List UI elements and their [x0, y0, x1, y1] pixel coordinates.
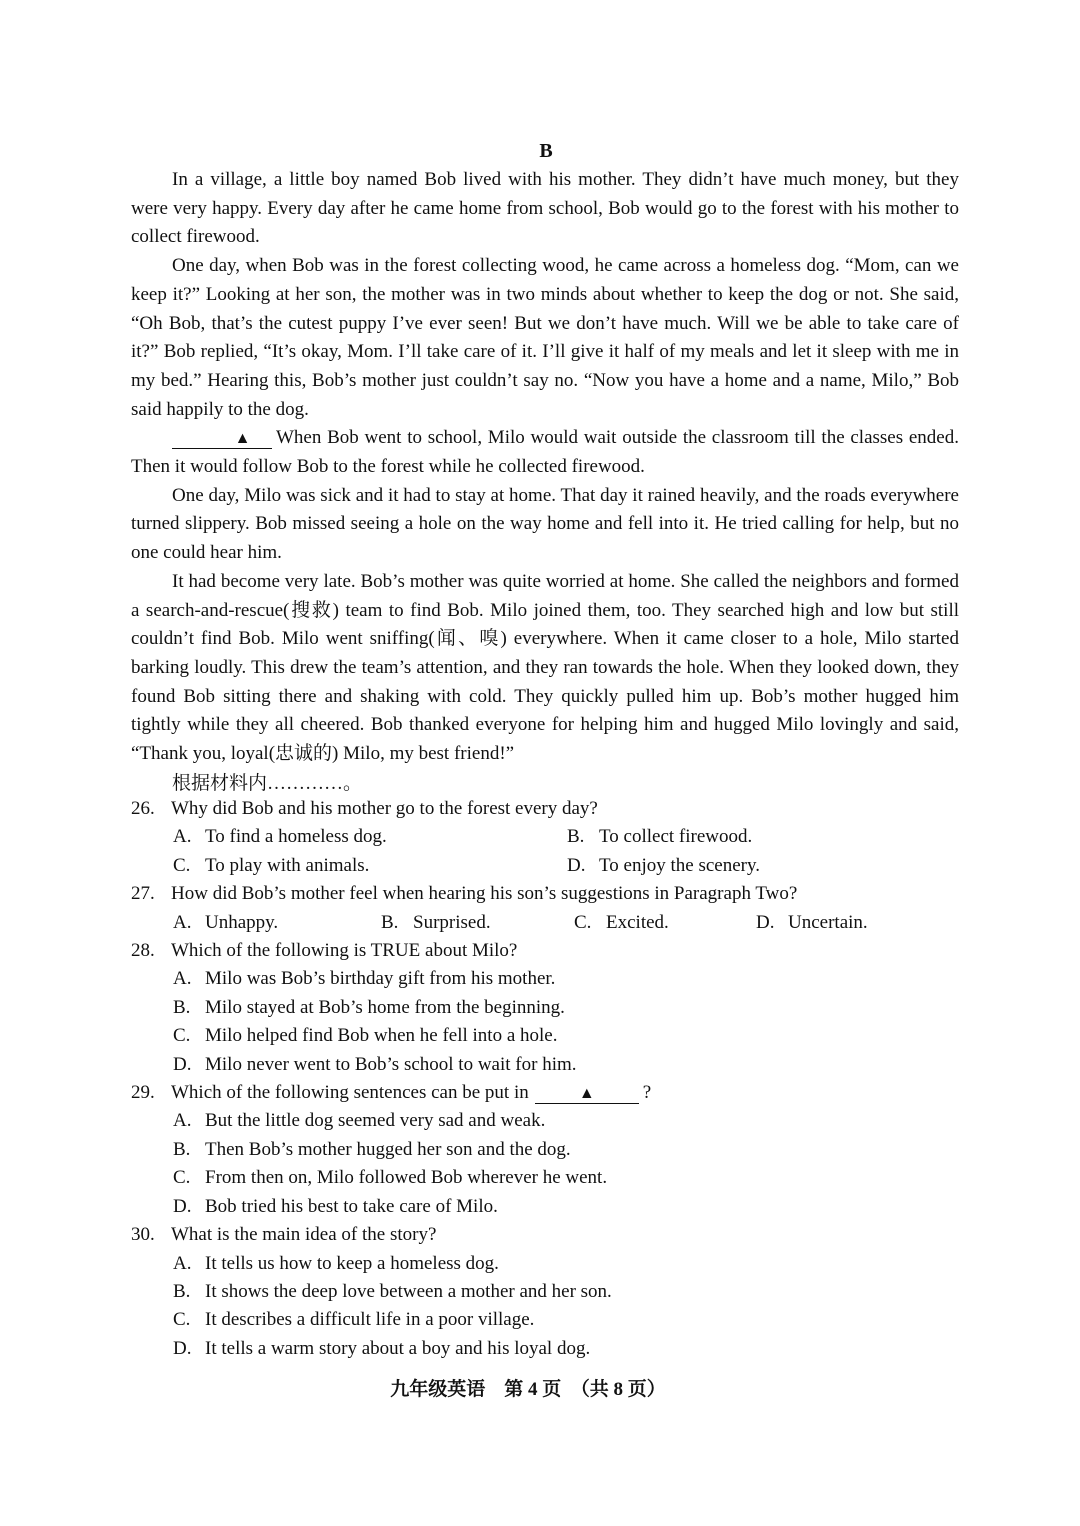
option-c: C. From then on, Milo followed Bob wherever he went.	[173, 1167, 608, 1189]
passage-paragraph-3-text: When Bob went to school, Milo would wait outside the classroom till the classes ended. Then it would follow Bob to the forest while he collected firewood.	[131, 427, 959, 478]
option-b: B. Surprised.	[381, 911, 491, 933]
option-d: D. Uncertain.	[756, 911, 868, 933]
section-title: B	[539, 140, 553, 162]
option-d: D. Bob tried his best to take care of Milo.	[173, 1195, 498, 1217]
question-30	[131, 1221, 961, 1363]
option-c: C. Milo helped find Bob when he fell into a hole.	[173, 1025, 558, 1047]
option-b: B. It shows the deep love between a mother and her son.	[173, 1280, 612, 1302]
option-b: B. Milo stayed at Bob’s home from the beginning.	[173, 996, 565, 1018]
question-number: 28.	[131, 940, 155, 962]
question-27	[131, 880, 961, 937]
question-28	[131, 937, 961, 1079]
question-stem: Which of the following is TRUE about Milo?	[171, 940, 518, 962]
triangle-marker-icon: ▲	[234, 430, 251, 448]
option-a: A. Milo was Bob’s birthday gift from his mother.	[173, 968, 556, 990]
option-c: C. To play with animals.	[173, 854, 370, 876]
question-number: 29.	[131, 1082, 155, 1104]
option-d: D. To enjoy the scenery.	[567, 854, 760, 876]
question-number: 30.	[131, 1224, 155, 1246]
option-d: D. It tells a warm story about a boy and his loyal dog.	[173, 1337, 591, 1359]
option-a: A. To find a homeless dog.	[173, 826, 387, 848]
question-number: 26.	[131, 798, 155, 819]
question-number: 27.	[131, 883, 155, 905]
instruction-text: 根据材料内…………。	[172, 773, 363, 794]
passage-paragraph-4: One day, Milo was sick and it had to stay at home. That day it rained heavily, and the roads everywhere turned slippery. Bob missed seeing a hole on the way home and fell into it. He tried calling for help, but no one could hear him.	[131, 484, 959, 564]
option-d: D. Milo never went to Bob’s school to wait for him.	[173, 1053, 577, 1075]
passage-paragraph-3	[131, 424, 959, 481]
passage-paragraph-2: One day, when Bob was in the forest collecting wood, he came across a homeless dog. “Mom, can we keep it?” Looking at her son, the mother was in two minds about whether to keep the dog or not. She said, “Oh Bob, that’s the cutest puppy I’ve ever seen! But we don’t have much. Will we be able to take care of it?” Bob replied, “It’s okay, Mom. I’ll take care of it. I’ll give it half of my meals and let it sleep with me in my bed.” Hearing this, Bob’s mother just couldn’t say no. “Now you have a home and a name, Milo,” Bob said happily to the dog.	[131, 255, 959, 420]
question-stem: What is the main idea of the story?	[171, 1224, 437, 1246]
option-c: C. Excited.	[574, 911, 669, 933]
option-a: A. But the little dog seemed very sad and weak.	[173, 1110, 546, 1132]
option-a: A. Unhappy.	[173, 911, 279, 933]
question-29	[131, 1079, 961, 1221]
answer-blank	[172, 428, 272, 449]
question-stem: Which of the following sentences can be put in ▲ ?	[171, 1082, 652, 1104]
passage-paragraph-1: In a village, a little boy named Bob lived with his mother. They didn’t have much money, but they were very happy. Every day after he came home from school, Bob would go to the forest with his mother to collect firewood.	[131, 169, 959, 248]
question-list	[131, 795, 961, 1363]
option-c: C. It describes a difficult life in a poor village.	[173, 1309, 535, 1331]
question-stem: Why did Bob and his mother go to the forest every day?	[171, 798, 598, 819]
triangle-marker-icon: ▲	[578, 1085, 595, 1103]
question-stem: How did Bob’s mother feel when hearing his son’s suggestions in Paragraph Two?	[171, 883, 798, 905]
option-a: A. It tells us how to keep a homeless dog.	[173, 1252, 499, 1274]
option-b: B. Then Bob’s mother hugged her son and the dog.	[173, 1138, 571, 1160]
passage-paragraph-5: It had become very late. Bob’s mother was quite worried at home. She called the neighbors and formed a search-and-rescue(搜救) team to find Bob. Milo joined them, too. They searched high and low but still couldn’t find Bob. Milo went sniffing(闻、嗅) everywhere. When it came closer to a hole, Milo started barking loudly. This drew the team’s attention, and they ran towards the hole. When they looked down, they found Bob sitting there and shaking with cold. They quickly pulled him up. Bob’s mother hugged him tightly while they all cheered. Bob thanked everyone for helping him and hugged Milo lovingly and said, “Thank you, loyal(忠诚的) Milo, my best friend!”	[131, 570, 959, 765]
question-26	[131, 795, 961, 880]
answer-blank	[535, 1083, 639, 1104]
reading-passage	[131, 166, 959, 769]
option-b: B. To collect firewood.	[567, 826, 753, 848]
page-footer: 九年级英语 第 4 页 （共 8 页）	[390, 1379, 666, 1400]
